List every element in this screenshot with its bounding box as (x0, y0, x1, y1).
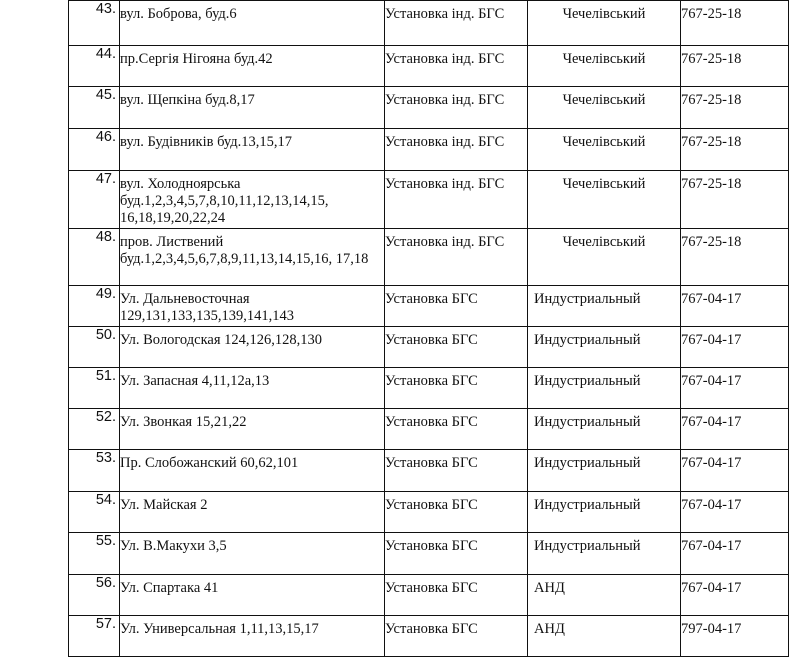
phone-text: 767-04-17 (681, 497, 742, 513)
district-text: Индустриальный (534, 455, 641, 471)
table-row (69, 171, 789, 229)
row-number: 54. (95, 492, 116, 508)
works-table (68, 0, 789, 657)
district-text: Индустриальный (534, 373, 641, 389)
address-cell (120, 616, 385, 657)
address-text: Ул. Дальневосточная 129,131,133,135,139,141,143 (120, 291, 294, 324)
address-cell (120, 87, 385, 129)
row-number-cell (69, 616, 120, 657)
address-text: Ул. Майская 2 (120, 497, 208, 513)
work-type-text: Установка інд. БГС (385, 176, 505, 192)
phone-text: 767-04-17 (681, 332, 742, 348)
table-row (69, 616, 789, 657)
district-cell (528, 409, 681, 450)
district-cell (528, 575, 681, 616)
district-text: Индустриальный (534, 414, 641, 430)
address-text: Ул. В.Макухи 3,5 (120, 538, 227, 554)
phone-cell (681, 533, 789, 575)
phone-cell (681, 286, 789, 327)
row-number: 47. (95, 171, 116, 187)
district-text: Индустриальный (534, 538, 641, 554)
phone-cell (681, 129, 789, 171)
address-cell (120, 1, 385, 46)
row-number: 48. (95, 229, 116, 245)
phone-text: 767-04-17 (681, 291, 742, 307)
address-cell (120, 46, 385, 87)
row-number: 43. (95, 1, 116, 17)
district-cell (528, 450, 681, 492)
work-type-cell (385, 1, 528, 46)
row-number-cell (69, 575, 120, 616)
table-row (69, 87, 789, 129)
work-type-cell (385, 409, 528, 450)
district-cell (528, 533, 681, 575)
phone-cell (681, 616, 789, 657)
table-row (69, 368, 789, 409)
address-cell (120, 492, 385, 533)
row-number-cell (69, 533, 120, 575)
address-text: Пр. Слобожанский 60,62,101 (120, 455, 299, 471)
address-cell (120, 171, 385, 229)
address-text: Ул. Звонкая 15,21,22 (120, 414, 247, 430)
address-text: вул. Будівників буд.13,15,17 (120, 134, 292, 150)
district-text: Чечелівський (562, 134, 646, 150)
phone-cell (681, 46, 789, 87)
address-cell (120, 368, 385, 409)
district-cell (528, 129, 681, 171)
address-text: Ул. Запасная 4,11,12а,13 (120, 373, 270, 389)
district-text: Чечелівський (562, 234, 646, 250)
address-cell (120, 229, 385, 286)
phone-text: 767-25-18 (681, 176, 742, 192)
work-type-text: Установка БГС (385, 538, 478, 554)
district-cell (528, 46, 681, 87)
work-type-cell (385, 87, 528, 129)
work-type-text: Установка БГС (385, 414, 478, 430)
row-number: 46. (95, 129, 116, 145)
row-number-cell (69, 409, 120, 450)
phone-cell (681, 171, 789, 229)
work-type-text: Установка БГС (385, 621, 478, 637)
district-cell (528, 368, 681, 409)
phone-text: 767-25-18 (681, 134, 742, 150)
work-type-cell (385, 533, 528, 575)
address-cell (120, 450, 385, 492)
phone-cell (681, 368, 789, 409)
work-type-cell (385, 368, 528, 409)
district-text: АНД (534, 580, 565, 596)
district-text: Чечелівський (562, 92, 646, 108)
address-text: вул. Щепкіна буд.8,17 (120, 92, 255, 108)
work-type-cell (385, 229, 528, 286)
address-cell (120, 129, 385, 171)
address-text: вул. Холодноярська буд.1,2,3,4,5,7,8,10,11,12,13,14,15, 16,18,19,20,22,24 (120, 176, 329, 226)
address-cell (120, 575, 385, 616)
address-cell (120, 327, 385, 368)
row-number: 52. (95, 409, 116, 425)
work-type-text: Установка БГС (385, 291, 478, 307)
district-cell (528, 327, 681, 368)
district-cell (528, 229, 681, 286)
row-number-cell (69, 286, 120, 327)
address-cell (120, 533, 385, 575)
work-type-text: Установка інд. БГС (385, 51, 505, 67)
work-type-cell (385, 327, 528, 368)
table-row (69, 492, 789, 533)
row-number: 57. (95, 616, 116, 632)
phone-cell (681, 229, 789, 286)
address-text: Ул. Спартака 41 (120, 580, 219, 596)
address-text: пр.Сергія Нігояна буд.42 (120, 51, 273, 67)
row-number-cell (69, 46, 120, 87)
phone-cell (681, 575, 789, 616)
table-row (69, 229, 789, 286)
district-cell (528, 286, 681, 327)
address-text: вул. Боброва, буд.6 (120, 6, 237, 22)
phone-text: 767-04-17 (681, 580, 742, 596)
table-row (69, 409, 789, 450)
address-text: пров. Листвений буд.1,2,3,4,5,6,7,8,9,11,13,14,15,16, 17,18 (120, 234, 369, 267)
district-cell (528, 1, 681, 46)
phone-text: 767-25-18 (681, 92, 742, 108)
row-number-cell (69, 87, 120, 129)
district-text: Индустриальный (534, 291, 641, 307)
work-type-cell (385, 171, 528, 229)
table-row (69, 46, 789, 87)
row-number-cell (69, 368, 120, 409)
phone-cell (681, 450, 789, 492)
table-row (69, 1, 789, 46)
work-type-cell (385, 129, 528, 171)
work-type-text: Установка БГС (385, 332, 478, 348)
table-row (69, 450, 789, 492)
phone-cell (681, 87, 789, 129)
work-type-text: Установка інд. БГС (385, 92, 505, 108)
table-row (69, 129, 789, 171)
district-text: Индустриальный (534, 497, 641, 513)
work-type-cell (385, 492, 528, 533)
district-cell (528, 87, 681, 129)
work-type-text: Установка БГС (385, 580, 478, 596)
phone-text: 767-25-18 (681, 234, 742, 250)
phone-cell (681, 327, 789, 368)
row-number-cell (69, 129, 120, 171)
phone-text: 767-04-17 (681, 538, 742, 554)
phone-text: 767-04-17 (681, 455, 742, 471)
table-row (69, 286, 789, 327)
address-text: Ул. Универсальная 1,11,13,15,17 (120, 621, 319, 637)
row-number: 45. (95, 87, 116, 103)
work-type-cell (385, 616, 528, 657)
district-text: Чечелівський (562, 6, 646, 22)
work-type-text: Установка БГС (385, 373, 478, 389)
table-row (69, 327, 789, 368)
row-number-cell (69, 492, 120, 533)
district-cell (528, 492, 681, 533)
work-type-cell (385, 46, 528, 87)
work-type-text: Установка БГС (385, 455, 478, 471)
district-cell (528, 171, 681, 229)
row-number: 50. (95, 327, 116, 343)
work-type-cell (385, 575, 528, 616)
district-text: АНД (534, 621, 565, 637)
phone-cell (681, 409, 789, 450)
row-number-cell (69, 1, 120, 46)
works-table-body (69, 1, 789, 657)
address-cell (120, 286, 385, 327)
row-number: 49. (95, 286, 116, 302)
phone-text: 767-04-17 (681, 373, 742, 389)
district-text: Чечелівський (562, 51, 646, 67)
district-text: Чечелівський (562, 176, 646, 192)
table-row (69, 533, 789, 575)
row-number: 55. (95, 533, 116, 549)
work-type-text: Установка БГС (385, 497, 478, 513)
row-number: 44. (95, 46, 116, 62)
work-type-text: Установка інд. БГС (385, 6, 505, 22)
row-number-cell (69, 171, 120, 229)
work-type-cell (385, 450, 528, 492)
work-type-cell (385, 286, 528, 327)
phone-text: 767-25-18 (681, 6, 742, 22)
phone-text: 767-04-17 (681, 414, 742, 430)
row-number: 53. (95, 450, 116, 466)
phone-cell (681, 1, 789, 46)
row-number-cell (69, 450, 120, 492)
work-type-text: Установка інд. БГС (385, 234, 505, 250)
table-row (69, 575, 789, 616)
address-text: Ул. Вологодская 124,126,128,130 (120, 332, 322, 348)
district-text: Индустриальный (534, 332, 641, 348)
row-number: 51. (95, 368, 116, 384)
row-number: 56. (95, 575, 116, 591)
work-type-text: Установка інд. БГС (385, 134, 505, 150)
row-number-cell (69, 229, 120, 286)
phone-cell (681, 492, 789, 533)
phone-text: 767-25-18 (681, 51, 742, 67)
address-cell (120, 409, 385, 450)
phone-text: 797-04-17 (681, 621, 742, 637)
district-cell (528, 616, 681, 657)
row-number-cell (69, 327, 120, 368)
